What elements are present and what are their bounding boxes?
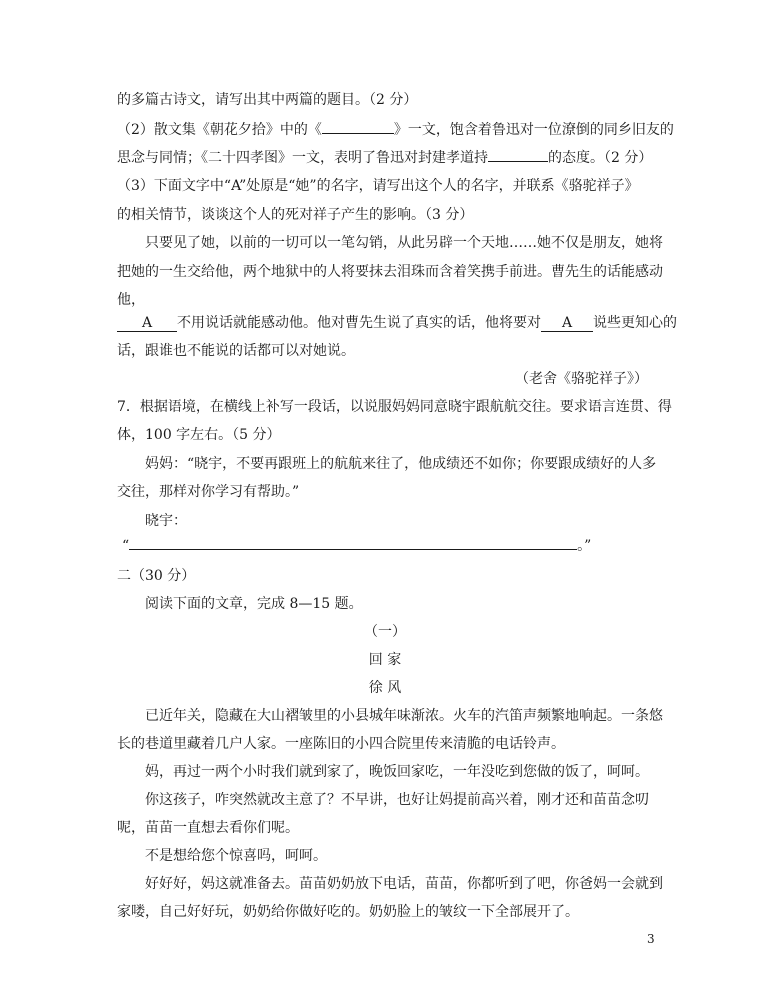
article-paragraph: 长的巷道里藏着几户人家。一座陈旧的小四合院里传来清脆的电话铃声。 [117,736,565,752]
dialogue-line: 晓宇： [145,513,187,529]
article-paragraph: 呢，苗苗一直想去看你们呢。 [117,820,299,836]
question-2-line [117,147,652,168]
article-paragraph: 已近年关，隐藏在大山褶皱里的小县城年味渐浓。火车的汽笛声频繁地响起。一条悠 [145,708,663,724]
question-3-line: 的相关情节，谈谈这个人的死对祥子产生的影响。（3 分） [117,207,474,223]
text-segment: 。” [577,538,592,554]
section-number: （一） [364,624,406,640]
article-paragraph: 你这孩子，咋突然就改主意了？不早讲，也好让妈提前高兴着，刚才还和苗苗念叨 [145,792,649,808]
instruction-line: 阅读下面的文章，完成 8—15 题。 [145,596,363,612]
question-3-line: （3）下面文字中“A”处原是“她”的名字，请写出这个人的名字，并联系《骆驼祥子》 [117,178,639,194]
question-2-line [117,119,674,140]
article-paragraph: 不是想给您个惊喜吗，呵呵。 [145,848,327,864]
answer-line [122,535,591,556]
quote-line: 把她的一生交给他，两个地狱中的人将要抹去泪珠而含着笑携手前进。曹先生的话能感动 [117,264,663,280]
quote-line: 他， [117,292,145,308]
text-segment: “ [122,538,130,554]
text-line: 的多篇古诗文，请写出其中两篇的题目。（2 分） [117,92,418,108]
article-author: 徐 风 [368,680,402,696]
quote-source: （老舍《骆驼祥子》） [515,371,648,387]
article-title: 回 家 [368,652,402,668]
text-segment: 不用说话就能感动他。他对曹先生说了真实的话，他将要对 [177,315,541,331]
article-paragraph: 好好好，妈这就准备去。苗苗奶奶放下电话，苗苗，你都听到了吧，你爸妈一会就到 [145,876,663,892]
dialogue-line: 妈妈：“晓宇，不要再跟班上的航航来往了，他成绩还不如你；你要跟成绩好的人多 [145,456,657,472]
answer-blank[interactable] [488,147,548,162]
text-segment: （2）散文集《朝花夕拾》中的《 [117,122,322,138]
text-segment: 思念与同情；《二十四孝图》一文，表明了鲁迅对封建孝道持 [117,150,488,166]
fill-blank-a[interactable]: A [541,315,593,332]
text-segment: 说些更知心的 [593,315,677,331]
article-paragraph: 家喽，自己好好玩，奶奶给你做好吃的。奶奶脸上的皱纹一下全部展开了。 [117,904,579,920]
quote-line: 只要见了她，以前的一切可以一笔勾销，从此另辟一个天地……她不仅是朋友，她将 [145,235,663,251]
quote-line [117,313,677,333]
section-heading: 二（30 分） [117,568,196,584]
question-7-line: 体，100 字左右。（5 分） [117,427,281,443]
page-number: 3 [647,932,655,946]
answer-blank[interactable] [129,535,577,550]
article-paragraph: 妈，再过一两个小时我们就到家了，晚饭回家吃，一年没吃到您做的饭了，呵呵。 [145,764,649,780]
question-7-line: 7．根据语境，在横线上补写一段话，以说服妈妈同意晓宇跟航航交往。要求语言连贯、得 [117,399,672,415]
text-segment: 》一文，饱含着鲁迅对一位潦倒的同乡旧友的 [393,122,674,138]
dialogue-line: 交往，那样对你学习有帮助。” [117,484,300,500]
text-segment: 的态度。（2 分） [548,150,653,166]
answer-blank[interactable] [322,119,394,134]
fill-blank-a[interactable]: A [117,315,177,332]
quote-line: 话，跟谁也不能说的话都可以对她说。 [117,343,355,359]
